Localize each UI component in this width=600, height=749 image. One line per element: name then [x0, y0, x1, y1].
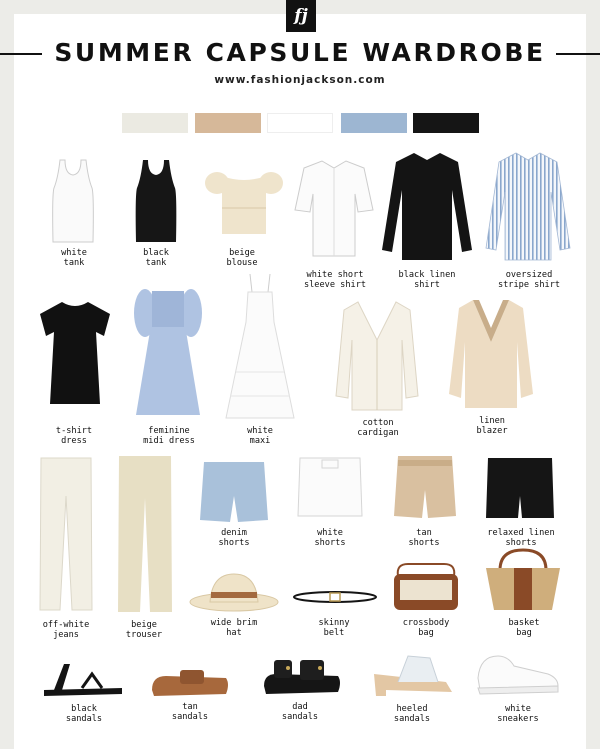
- item-label: white short sleeve shirt: [303, 270, 367, 290]
- color-swatch: [341, 113, 407, 133]
- white-shirt-icon: [294, 158, 374, 260]
- item-label: tan shorts: [408, 528, 440, 548]
- tan-sandals-icon: [150, 664, 230, 698]
- color-swatch: [122, 113, 188, 133]
- item-label: skinny belt: [318, 618, 350, 638]
- color-swatch: [413, 113, 479, 133]
- sneakers-icon: [476, 650, 560, 696]
- site-url[interactable]: www.fashionjackson.com: [214, 74, 386, 86]
- white-tank-icon: [48, 158, 98, 244]
- item-label: heeled sandals: [393, 704, 431, 724]
- midi-dress-icon: [130, 287, 206, 417]
- black-sandals-icon: [42, 660, 124, 698]
- dad-sandals-icon: [262, 656, 342, 696]
- denim-shorts-icon: [198, 460, 270, 524]
- basket-bag-icon: [482, 548, 564, 612]
- cardigan-icon: [334, 300, 420, 412]
- black-linen-shirt-icon: [380, 150, 474, 262]
- black-tank-icon: [131, 158, 181, 244]
- item-label: off-white jeans: [42, 620, 90, 640]
- heeled-sandals-icon: [372, 652, 454, 698]
- item-label: beige blouse: [226, 248, 258, 268]
- stripe-shirt-icon: [484, 150, 572, 262]
- trouser-icon: [116, 454, 174, 614]
- item-label: denim shorts: [218, 528, 250, 548]
- blazer-icon: [447, 298, 535, 410]
- item-label: white shorts: [314, 528, 346, 548]
- item-label: basket bag: [508, 618, 540, 638]
- item-label: feminine midi dress: [143, 426, 195, 446]
- crossbody-bag-icon: [388, 562, 464, 612]
- item-label: crossbody bag: [402, 618, 450, 638]
- color-swatch: [195, 113, 261, 133]
- item-label: wide brim hat: [210, 618, 258, 638]
- linen-shorts-icon: [484, 456, 556, 520]
- item-label: black sandals: [65, 704, 103, 724]
- item-label: beige trouser: [125, 620, 163, 640]
- hat-icon: [188, 572, 280, 612]
- item-label: white tank: [61, 248, 87, 268]
- item-label: black linen shirt: [398, 270, 456, 290]
- belt-icon: [292, 590, 378, 604]
- item-label: white sneakers: [497, 704, 539, 724]
- item-label: oversized stripe shirt: [497, 270, 561, 290]
- jeans-icon: [38, 456, 94, 612]
- page-title: SUMMER CAPSULE WARDROBE: [54, 38, 546, 67]
- item-label: tan sandals: [171, 702, 209, 722]
- color-swatch: [267, 113, 333, 133]
- tshirt-dress-icon: [38, 300, 112, 406]
- white-maxi-icon: [222, 272, 298, 420]
- item-label: black tank: [143, 248, 169, 268]
- beige-blouse-icon: [204, 168, 284, 238]
- item-label: cotton cardigan: [357, 418, 399, 438]
- brand-logo: fj: [286, 0, 316, 32]
- item-label: relaxed linen shorts: [487, 528, 555, 548]
- item-label: white maxi: [247, 426, 273, 446]
- tan-shorts-icon: [392, 454, 458, 520]
- item-label: t-shirt dress: [55, 426, 93, 446]
- white-shorts-icon: [296, 456, 364, 518]
- item-label: linen blazer: [476, 416, 508, 436]
- item-label: dad sandals: [281, 702, 319, 722]
